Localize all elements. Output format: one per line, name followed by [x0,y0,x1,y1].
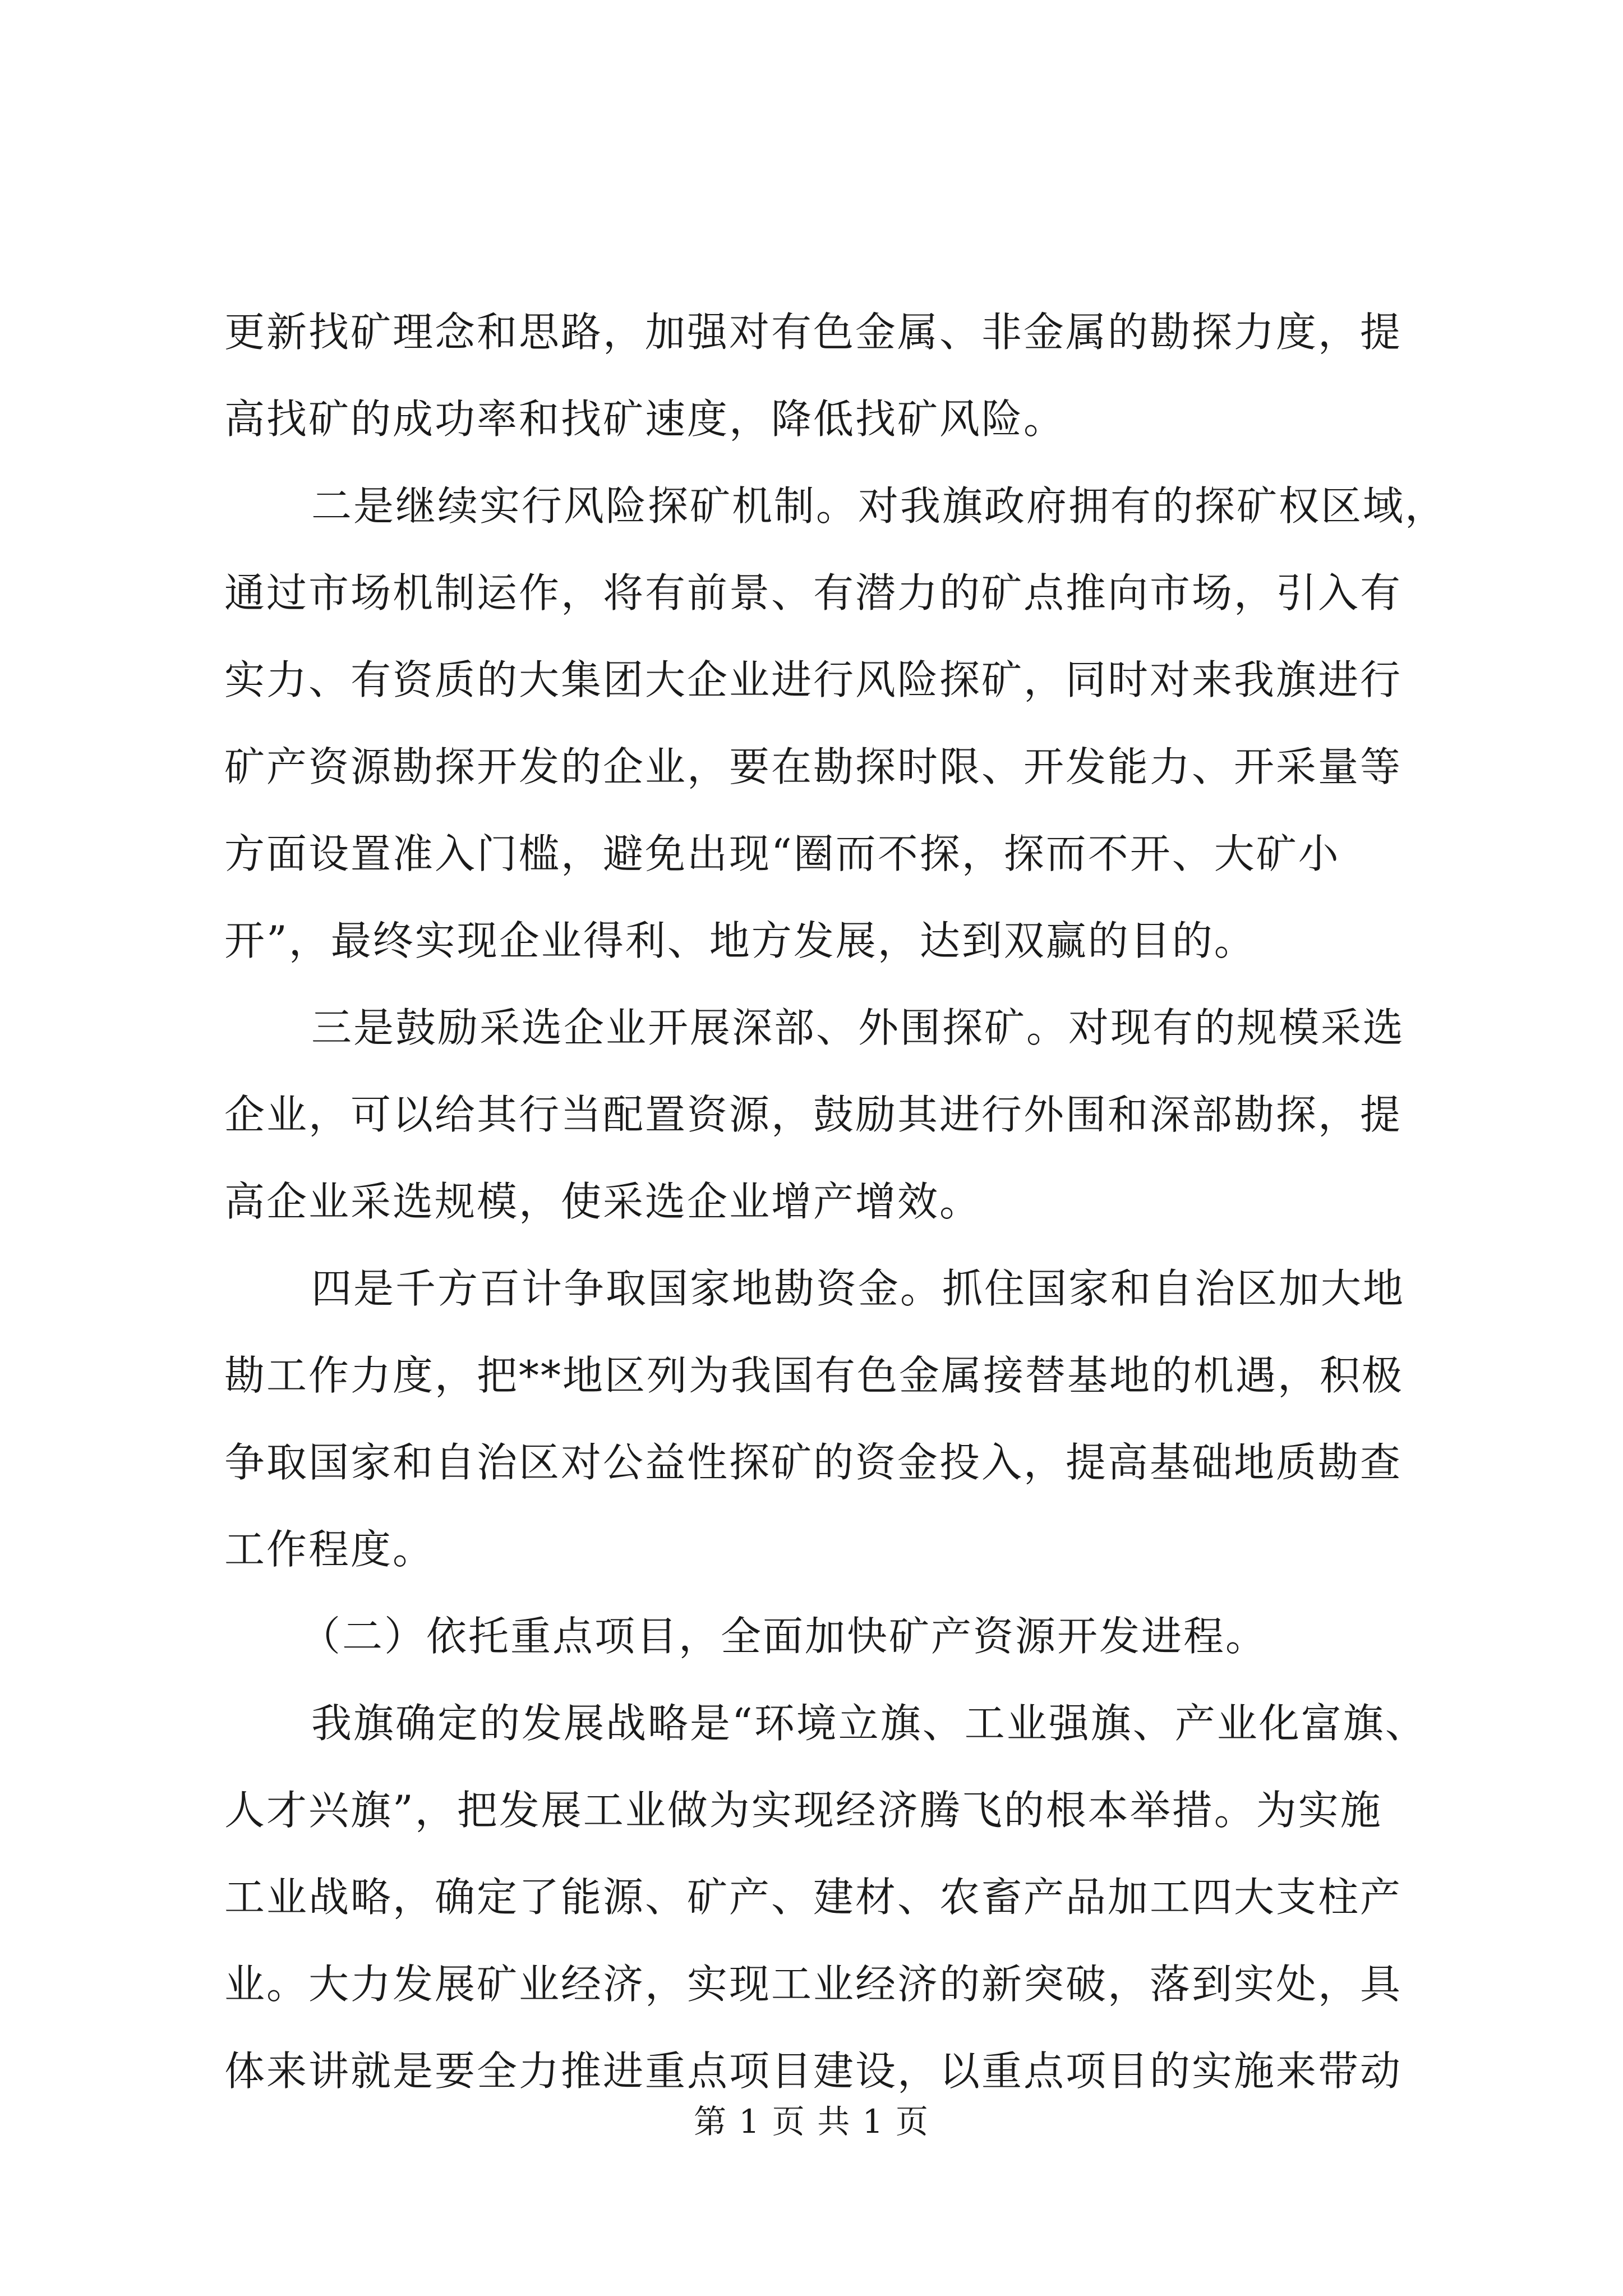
paragraph-start-line: 四是千方百计争取国家地勘资金。抓住国家和自治区加大地 [311,1265,1405,1312]
paragraph-start-line: 二是继续实行风险探矿机制。对我旗政府拥有的探矿权区域， [311,482,1447,530]
text-line: 勘工作力度，把**地区列为我国有色金属接替基地的机遇，积极 [224,1352,1404,1399]
document-body [224,289,1447,2115]
paragraph-start-line: 我旗确定的发展战略是“环境立旗、工业强旗、产业化富旗、 [311,1700,1427,1747]
text-line: 开”，最终实现企业得利、地方发展，达到双赢的目的。 [224,917,1256,964]
paragraph-start-line: 三是鼓励采选企业开展深部、外围探矿。对现有的规模采选 [311,1004,1405,1051]
text-line: 工业战略，确定了能源、矿产、建材、农畜产品加工四大支柱产 [224,1874,1403,1921]
page-number-label: 第 1 页 共 1 页 [694,2102,929,2141]
text-line: 高企业采选规模，使采选企业增产增效。 [224,1178,982,1225]
text-line: 更新找矿理念和思路，加强对有色金属、非金属的勘探力度，提 [224,309,1403,356]
text-line: 人才兴旗”，把发展工业做为实现经济腾飞的根本举措。为实施 [224,1787,1382,1834]
text-line: 高找矿的成功率和找矿速度，降低找矿风险。 [224,395,1066,443]
page-footer [0,2095,1623,2142]
text-line: 实力、有资质的大集团大企业进行风险探矿，同时对来我旗进行 [224,656,1403,703]
text-line: 通过市场机制运作，将有前景、有潜力的矿点推向市场，引入有 [224,569,1403,616]
section-heading: （二）依托重点项目，全面加快矿产资源开发进程。 [300,1613,1268,1660]
text-line: 争取国家和自治区对公益性探矿的资金投入，提高基础地质勘查 [224,1439,1403,1486]
text-line: 矿产资源勘探开发的企业，要在勘探时限、开发能力、开采量等 [224,743,1403,790]
text-line: 体来讲就是要全力推进重点项目建设，以重点项目的实施来带动 [224,2047,1403,2095]
text-line: 业。大力发展矿业经济，实现工业经济的新突破，落到实处，具 [224,1961,1403,2008]
text-line: 企业，可以给其行当配置资源，鼓励其进行外围和深部勘探，提 [224,1091,1403,1138]
text-line: 方面设置准入门槛，避免出现“圈而不探，探而不开、大矿小 [224,830,1340,877]
text-line: 工作程度。 [224,1526,435,1573]
